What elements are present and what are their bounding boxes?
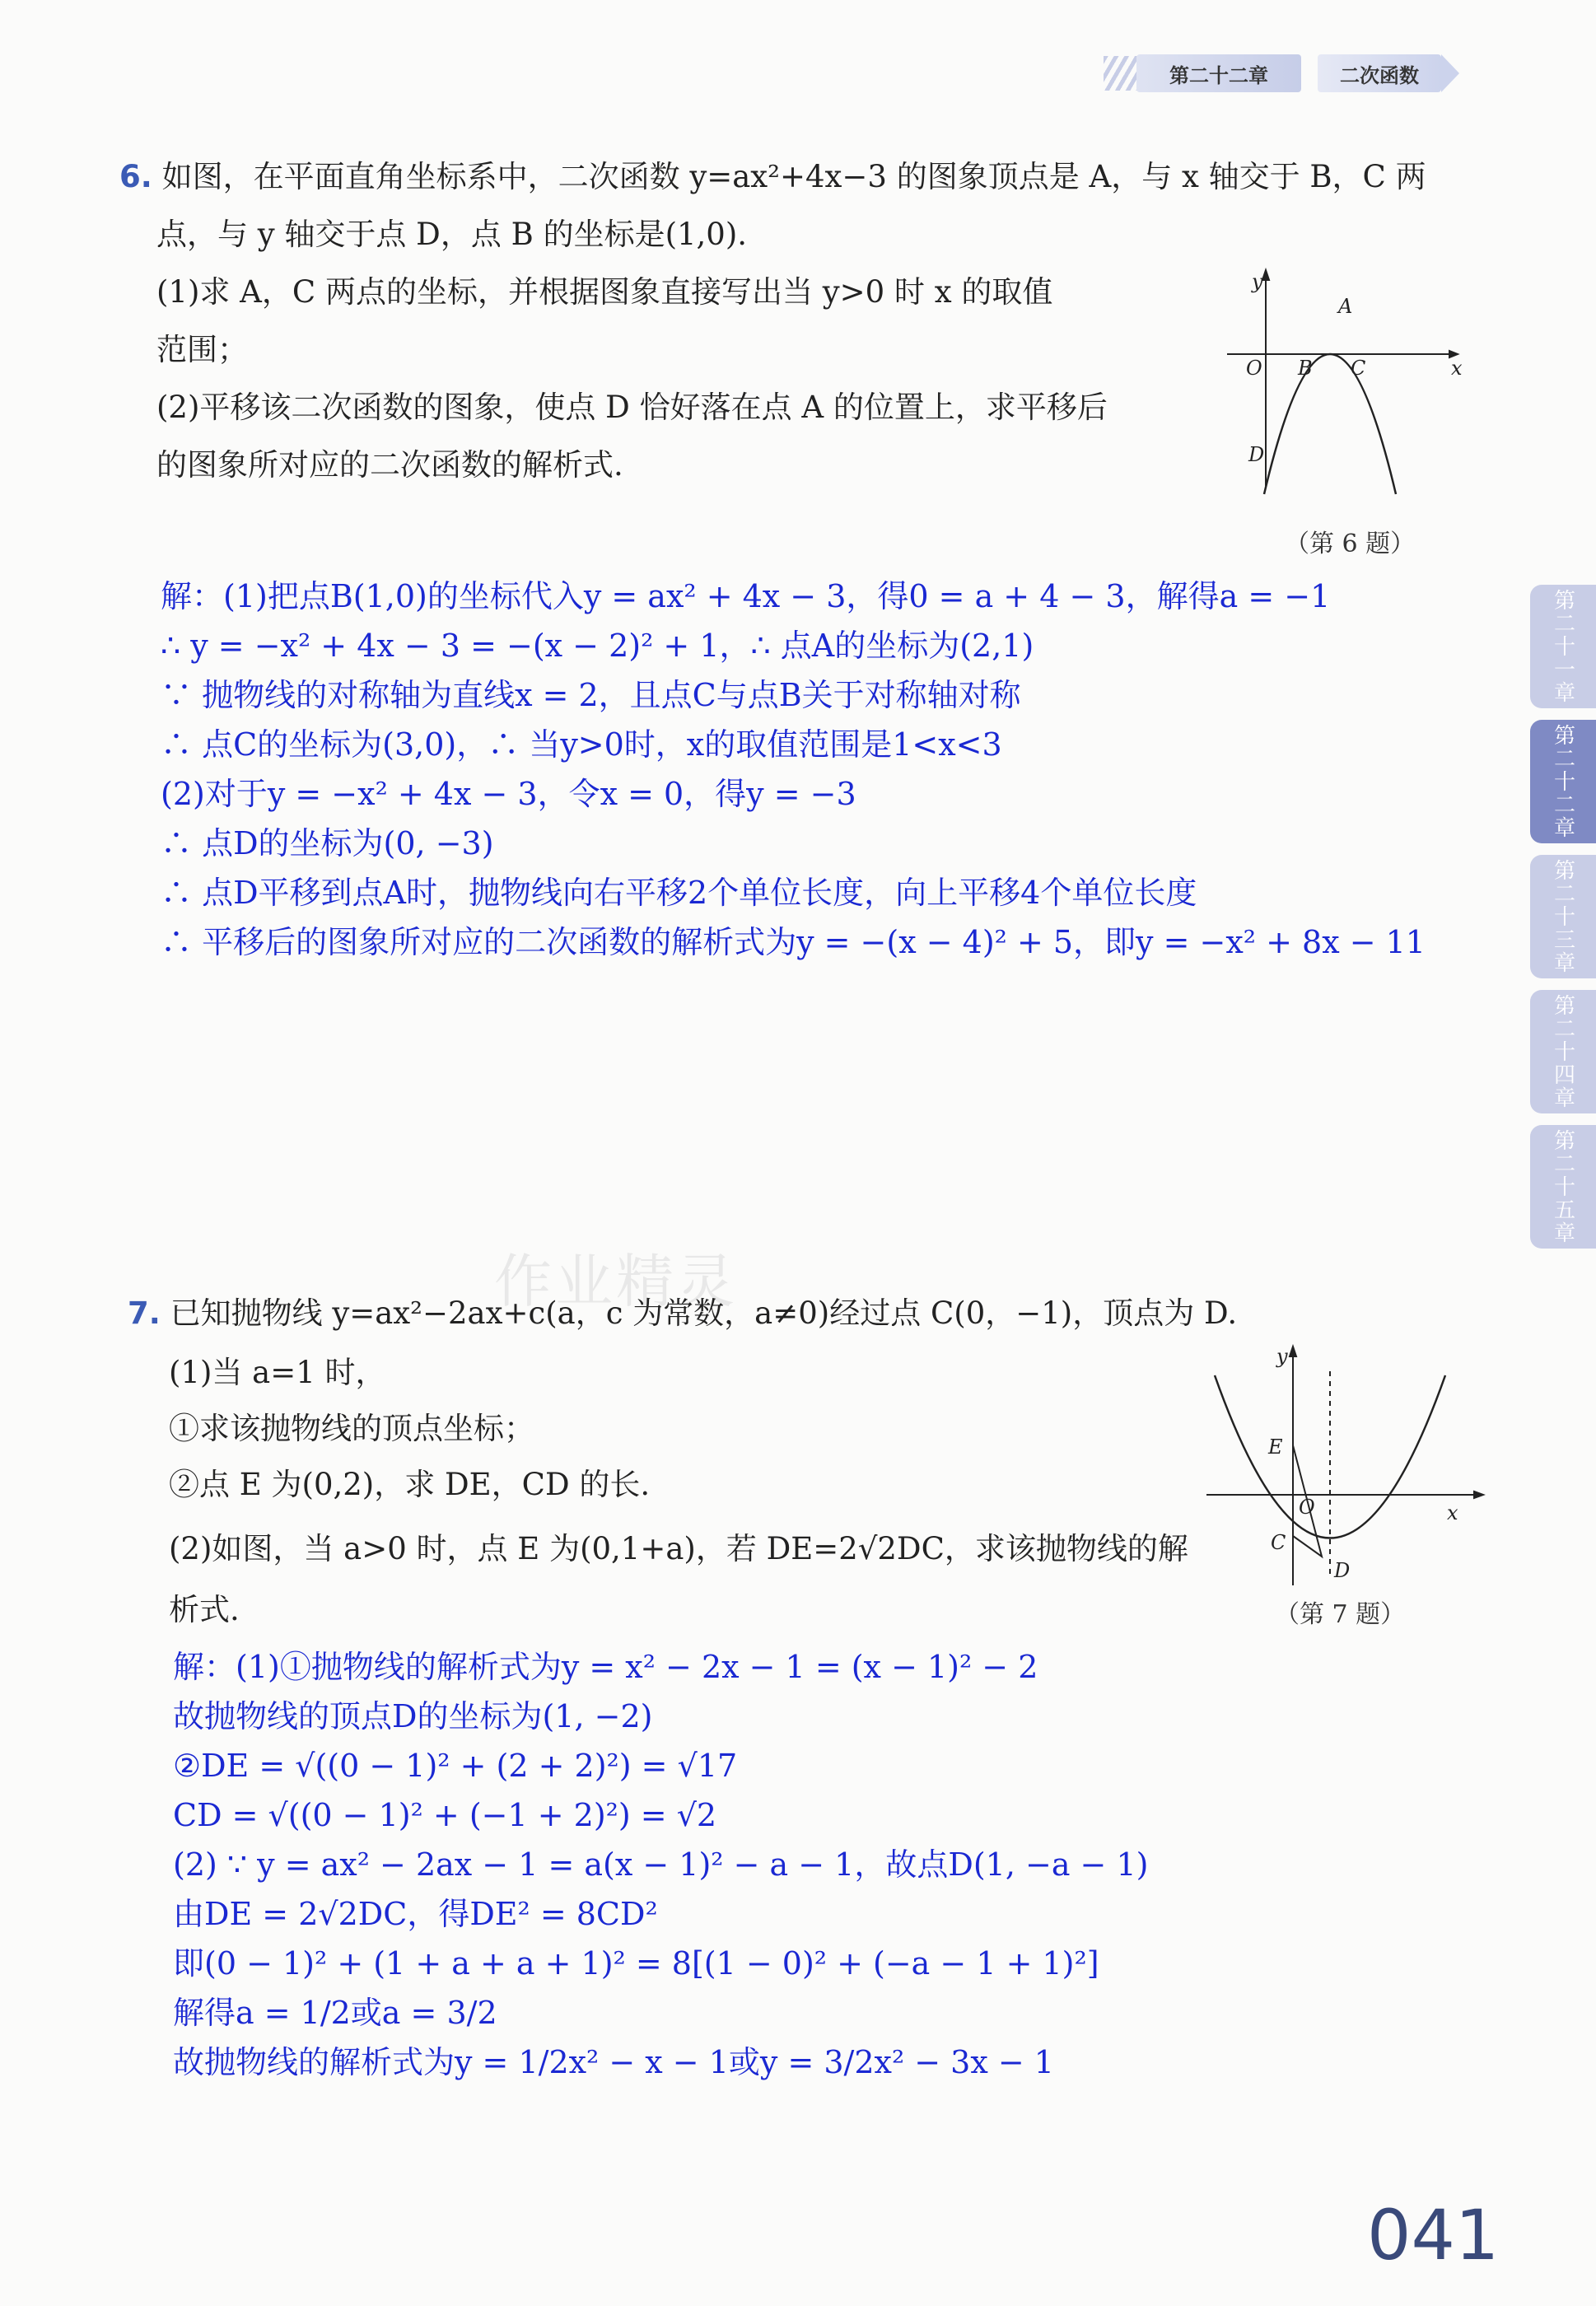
tab-chapter-23[interactable]: 第二十三章 (1530, 855, 1596, 978)
q7-solution-line-4: CD = √((0 − 1)² + (−1 + 2)²) = √2 (173, 1797, 717, 1833)
q6-label-a: A (1338, 295, 1353, 318)
q6-part2-line2: 的图象所对应的二次函数的解析式. (156, 447, 623, 483)
q6-part1-line1: (1)求 A，C 两点的坐标，并根据图象直接写出当 y>0 时 x 的取值 (156, 274, 1053, 310)
q6-part2-line1: (2)平移该二次函数的图象，使点 D 恰好落在点 A 的位置上，求平移后 (156, 390, 1108, 425)
q6-solution-line-8: ∴ 平移后的图象所对应的二次函数的解析式为y = −(x − 4)² + 5，即y = −x² + 8x − 11 (161, 924, 1426, 960)
q7-number: 7. (128, 1295, 161, 1331)
q6-solution-line-5: (2)对于y = −x² + 4x − 3，令x = 0，得y = −3 (161, 776, 856, 812)
q7-stem (128, 1291, 1462, 1336)
q7-solution-line-1: 解：(1)①抛物线的解析式为y = x² − 2x − 1 = (x − 1)² − 2 (173, 1649, 1038, 1685)
q7-label-y: y (1276, 1345, 1288, 1368)
q7-stem-text: 已知抛物线 y=ax²−2ax+c(a，c 为常数，a≠0)经过点 C(0，−1)，顶点为 D. (170, 1295, 1238, 1331)
q7-solution-line-8: 解得a = 1/2或a = 3/2 (173, 1995, 497, 2031)
q6-parabola-figure (1219, 264, 1466, 502)
q6-label-x: x (1451, 357, 1463, 380)
q7-part1-ii: ②点 E 为(0,2)，求 DE，CD 的长. (169, 1467, 651, 1502)
header-chapter: 第二十二章 (1136, 54, 1301, 92)
q6-label-c: C (1351, 357, 1366, 380)
q6-solution-line-7: ∴ 点D平移到点A时，抛物线向右平移2个单位长度，向上平移4个单位长度 (161, 875, 1197, 911)
q6-solution-line-1: 解：(1)把点B(1,0)的坐标代入y = ax² + 4x − 3，得0 = a + 4 − 3，解得a = −1 (161, 578, 1331, 614)
q6-stem (119, 155, 1470, 199)
q6-label-y: y (1252, 270, 1263, 293)
header-title: 二次函数 (1318, 54, 1441, 92)
q6-solution-line-6: ∴ 点D的坐标为(0, −3) (161, 825, 494, 861)
watermark: 作业精灵 (494, 1248, 738, 1315)
q6-solution-line-3: ∵ 抛物线的对称轴为直线x = 2，且点C与点B关于对称轴对称 (161, 677, 1021, 713)
q6-part1-line2: 范围； (156, 332, 248, 367)
q7-x-axis-arrow (1474, 1491, 1483, 1498)
tab-chapter-21[interactable]: 第二十一章 (1530, 585, 1596, 708)
q7-solution-line-6: 由DE = 2√2DC，得DE² = 8CD² (173, 1896, 658, 1932)
q6-label-b: B (1298, 357, 1313, 380)
q7-label-o: O (1299, 1496, 1315, 1519)
q6-stem-line1: 如图，在平面直角坐标系中，二次函数 y=ax²+4x−3 的图象顶点是 A，与 x 轴交于 B，C 两 (161, 159, 1426, 194)
q7-solution-line-3: ②DE = √((0 − 1)² + (2 + 2)²) = √17 (173, 1748, 738, 1784)
q7-y-axis-arrow (1290, 1347, 1296, 1356)
q6-label-o: O (1246, 357, 1262, 380)
tab-chapter-22[interactable]: 第二十二章 (1530, 720, 1596, 843)
q6-solution-line-2: ∴ y = −x² + 4x − 3 = −(x − 2)² + 1，∴ 点A的坐标为(2,1) (161, 628, 1034, 664)
q7-label-d: D (1334, 1559, 1351, 1582)
q7-solution-line-2: 故抛物线的顶点D的坐标为(1, −2) (173, 1698, 653, 1734)
chevron-right-icon (1441, 54, 1459, 92)
tab-chapter-25[interactable]: 第二十五章 (1530, 1125, 1596, 1249)
q6-parabola (1264, 354, 1396, 494)
q6-stem-line2: 点，与 y 轴交于点 D，点 B 的坐标是(1,0). (156, 217, 748, 252)
q7-part2-line2: 析式. (169, 1592, 240, 1627)
q7-part2-line1: (2)如图，当 a>0 时，点 E 为(0,1+a)，若 DE=2√2DC，求该抛物线的解 (169, 1531, 1188, 1566)
q7-label-x: x (1447, 1501, 1458, 1524)
q7-part1-i: ①求该抛物线的顶点坐标； (169, 1411, 534, 1446)
q7-label-c: C (1271, 1531, 1286, 1554)
q6-y-axis-arrow (1262, 270, 1269, 280)
q7-label-e: E (1268, 1435, 1283, 1459)
tab-chapter-24[interactable]: 第二十四章 (1530, 990, 1596, 1113)
q7-solution-line-7: 即(0 − 1)² + (1 + a + a + 1)² = 8[(1 − 0)² + (−a − 1 + 1)²] (173, 1945, 1099, 1982)
q6-label-d: D (1248, 443, 1265, 466)
q7-caption: （第 7 题） (1275, 1600, 1406, 1629)
q6-caption: （第 6 题） (1285, 530, 1416, 558)
q6-number: 6. (119, 159, 152, 194)
q7-solution-line-5: (2) ∵ y = ax² − 2ax − 1 = a(x − 1)² − a − 1，故点D(1, −a − 1) (173, 1846, 1149, 1883)
q7-solution-line-9: 故抛物线的解析式为y = 1/2x² − x − 1或y = 3/2x² − 3x − 1 (173, 2044, 1054, 2080)
q7-parabola-figure (1198, 1338, 1495, 1594)
page-number: 041 (1367, 2195, 1500, 2276)
q6-solution-line-4: ∴ 点C的坐标为(3,0)，∴ 当y>0时，x的取值范围是1<x<3 (161, 726, 1002, 763)
q7-part1: (1)当 a=1 时， (169, 1355, 386, 1390)
